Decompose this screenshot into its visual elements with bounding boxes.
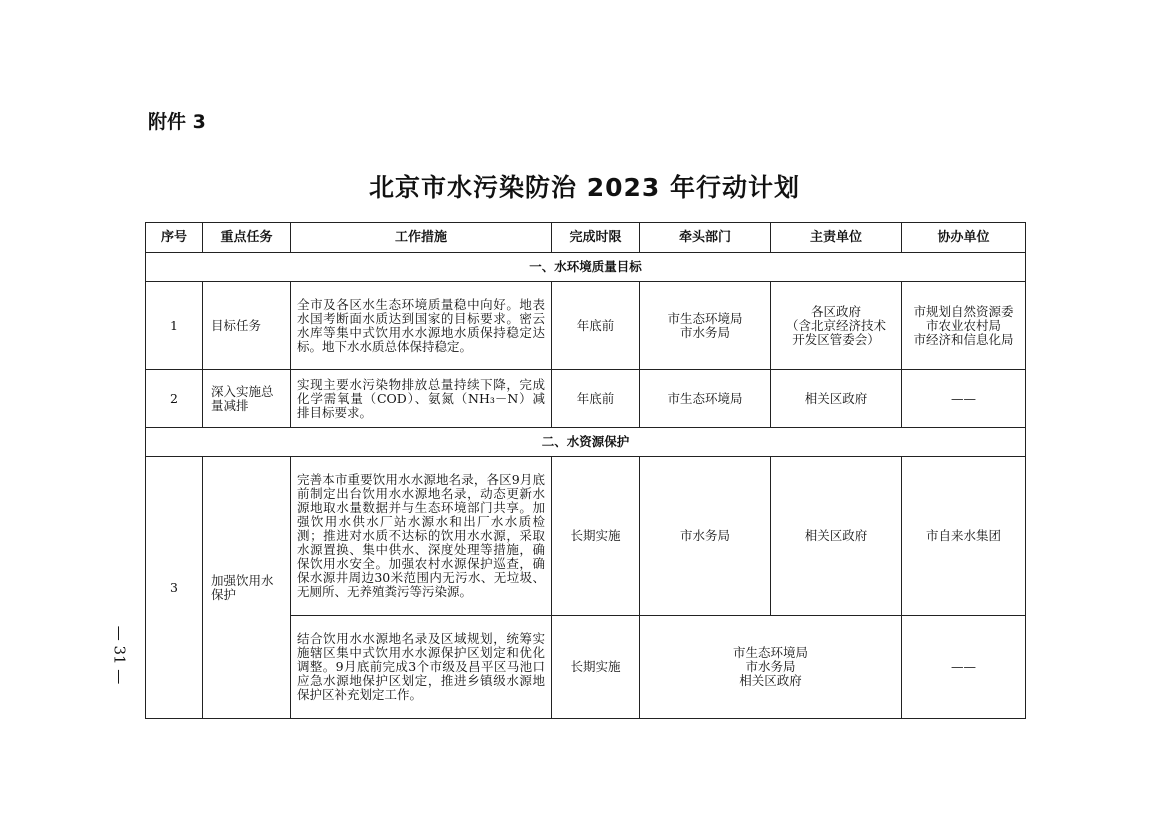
responsible-line: 各区政府 xyxy=(810,303,861,319)
lead-line: 市生态环境局 xyxy=(667,390,743,406)
action-plan-table xyxy=(145,222,1026,719)
table-header-row xyxy=(146,223,1026,253)
cell-measures: 实现主要水污染物排放总量持续下降，完成化学需氧量（COD）、氨氮（NH₃－N）减排目标要求。 xyxy=(291,370,552,428)
assist-line: 市经济和信息化局 xyxy=(913,331,1014,347)
cell-lead-merged xyxy=(640,616,902,719)
cell-lead xyxy=(640,370,771,428)
lead-line: 市生态环境局 xyxy=(667,310,743,326)
document-title: 北京市水污染防治 2023 年行动计划 xyxy=(369,173,800,202)
attachment-label: 附件 3 xyxy=(148,111,206,133)
table-row xyxy=(146,457,1026,616)
cell-lead xyxy=(640,282,771,370)
cell-measures: 完善本市重要饮用水水源地名录，各区9月底前制定出台饮用水水源地名录，动态更新水源地取水量数据并与生态环境部门共享。加强饮用水供水厂站水源水和出厂水水质检测；推进对水质不达标的饮用水水源，采取水源置换、集中供水、深度处理等措施，确保饮用水安全。加强农村水源保护巡查，确保水源井周边30米范围内无污水、无垃圾、无厕所、无养殖粪污等污染源。 xyxy=(291,457,552,616)
header-lead: 牵头部门 xyxy=(640,223,771,253)
header-deadline: 完成时限 xyxy=(552,223,640,253)
cell-responsible xyxy=(771,370,902,428)
lead-line: 市水务局 xyxy=(679,324,730,340)
table-row xyxy=(146,282,1026,370)
responsible-line: 相关区政府 xyxy=(804,528,868,543)
assist-line: 市农业农村局 xyxy=(925,317,1001,333)
cell-deadline: 长期实施 xyxy=(552,616,640,719)
cell-measures: 全市及各区水生态环境质量稳中向好。地表水国考断面水质达到国家的目标要求。密云水库等集中式饮用水水源地水质保持稳定达标。地下水水质总体保持稳定。 xyxy=(291,282,552,370)
section-row xyxy=(146,428,1026,457)
cell-no: 1 xyxy=(146,282,203,370)
cell-no: 2 xyxy=(146,370,203,428)
header-assist: 协办单位 xyxy=(902,223,1026,253)
cell-deadline: 年底前 xyxy=(552,282,640,370)
responsible-line: 开发区管委会） xyxy=(792,331,880,347)
assist-line: 市规划自然资源委 xyxy=(913,303,1014,319)
cell-task: 目标任务 xyxy=(203,282,291,370)
page-number: — 31 — xyxy=(110,625,128,685)
header-no: 序号 xyxy=(146,223,203,253)
cell-responsible xyxy=(771,457,902,616)
section-row xyxy=(146,253,1026,282)
header-measures: 工作措施 xyxy=(291,223,552,253)
cell-measures: 结合饮用水水源地名录及区域规划，统筹实施辖区集中式饮用水水源保护区划定和优化调整。9月底前完成3个市级及昌平区马池口应急水源地保护区划定，推进乡镇级水源地保护区补充划定工作。 xyxy=(291,616,552,719)
cell-task: 深入实施总量减排 xyxy=(203,370,291,428)
table-row xyxy=(146,370,1026,428)
cell-lead xyxy=(640,457,771,616)
cell-no: 3 xyxy=(146,457,203,719)
cell-deadline: 长期实施 xyxy=(552,457,640,616)
cell-deadline: 年底前 xyxy=(552,370,640,428)
header-responsible: 主责单位 xyxy=(771,223,902,253)
cell-responsible xyxy=(771,282,902,370)
assist-line: —— xyxy=(951,390,976,406)
cell-assist xyxy=(902,616,1026,719)
cell-assist xyxy=(902,282,1026,370)
cell-assist xyxy=(902,457,1026,616)
section-title: 二、水资源保护 xyxy=(146,428,1026,457)
lead-line: 市水务局 xyxy=(679,528,730,543)
assist-line: —— xyxy=(951,659,976,674)
lead-line: 市生态环境局 xyxy=(732,645,808,660)
cell-assist xyxy=(902,370,1026,428)
header-task: 重点任务 xyxy=(203,223,291,253)
lead-line: 相关区政府 xyxy=(739,673,802,688)
responsible-line: 相关区政府 xyxy=(804,390,868,406)
lead-line: 市水务局 xyxy=(745,659,796,674)
responsible-line: （含北京经济技术 xyxy=(785,317,886,333)
assist-line: 市自来水集团 xyxy=(925,528,1001,543)
section-title: 一、水环境质量目标 xyxy=(146,253,1026,282)
cell-task: 加强饮用水保护 xyxy=(203,457,291,719)
